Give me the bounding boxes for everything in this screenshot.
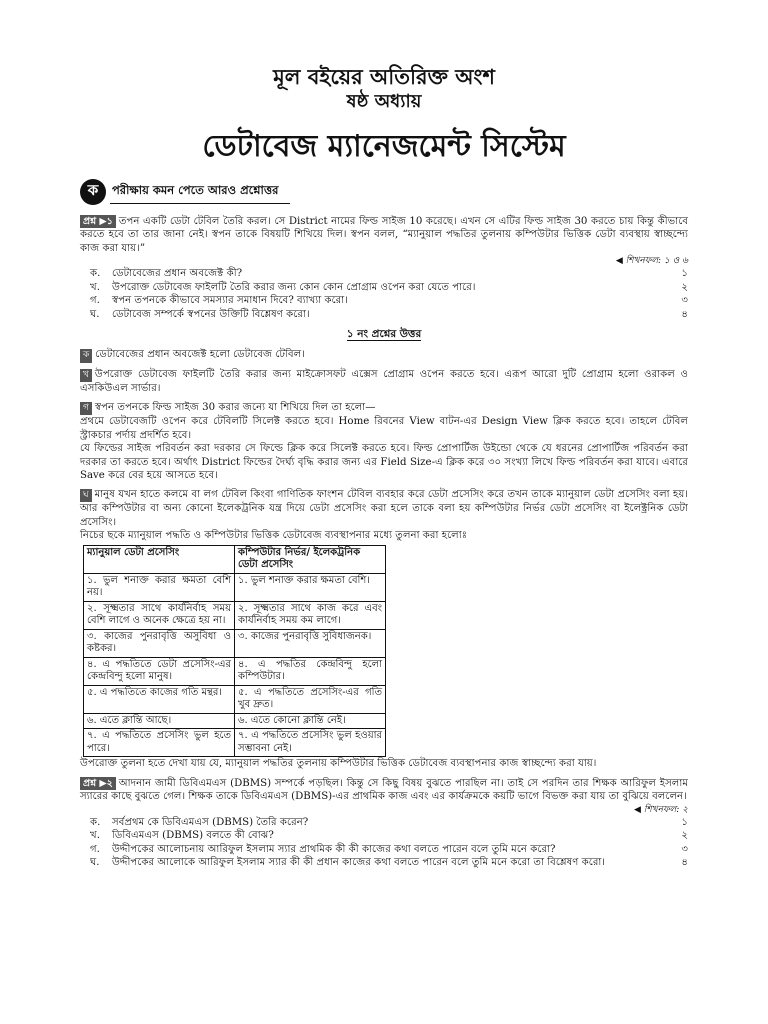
table-cell: ৩. কাজের পুনরাবৃত্তি সুবিধাজনক। xyxy=(235,629,386,657)
answer-gha-tag: ঘ xyxy=(80,489,92,503)
table-cell: ৫. এ পদ্ধতিতে প্রসেসিং-এর গতি খুব দ্রুত। xyxy=(235,685,386,713)
answer-ga-para-1: প্রথমে ডেটাবেজটি ওপেন করে টেবিলটি সিলেক্ট করতে হবে। Home রিবনের View বাটন-এর Design View ক্লিক করতে হবে। তাহলে টেবিল স্ট্রাকচার পর্দায় প্রদর্শিত হবে। xyxy=(80,416,688,441)
chapter-title: ডেটাবেজ ম্যানেজমেন্ট সিস্টেম xyxy=(202,128,566,164)
sub-marks: ৩ xyxy=(681,843,688,855)
sub-text: ডিবিএমএস (DBMS) বলতে কী বোঝ? xyxy=(112,830,274,842)
table-row xyxy=(84,685,386,713)
question-2-stem xyxy=(80,777,688,804)
sub-marks: ৪ xyxy=(681,308,688,320)
answer-ga-intro: স্বপন তপনকে ফিল্ড সাইজ 30 করার জন্যে যা শিখিয়ে দিল তা হলো— xyxy=(94,401,376,413)
sub-text: উপরোক্ত ডেটাবেজ ফাইলটি তৈরি করার জন্য কোন কোন প্রোগ্রাম ওপেন করা যেতে পারে। xyxy=(112,281,476,293)
answer-ga-tag: গ xyxy=(80,402,92,416)
answer-gha-conclusion: উপরোক্ত তুলনা হতে দেখা যায় যে, ম্যানুয়াল পদ্ধতির তুলনায় কম্পিউটার ভিত্তিক ডেটাবেজ ব্যবস্থাপনার কাজ স্বাচ্ছন্দ্যে করা যায়। xyxy=(80,758,597,770)
sub-marks: ৪ xyxy=(681,857,688,869)
sub-key: ঘ. xyxy=(90,308,100,320)
table-row xyxy=(84,601,386,629)
sub-text: স্বপন তপনকে কীভাবে সমস্যার সমাধান দিবে? ব্যাখ্যা করো। xyxy=(112,295,348,307)
table-header-manual: ম্যানুয়াল ডেটা প্রসেসিং xyxy=(84,545,235,573)
question-2-text: আদনান জামী ডিবিএমএস (DBMS) সম্পর্কে পড়ছিল। কিন্তু সে কিছু বিষয় বুঝতে পারছিল না। তাই সে পরদিন তার শিক্ষক আরিফুল ইসলাম স্যারের কাছে বুঝতে গেল। শিক্ষক তাকে ডিবিএমএস (DBMS)-এর প্রাথমিক কাজ এবং এর কার্যক্রমকে কয়টি ভাগে বিভক্ত করা যায় তা বুঝিয়ে বললেন। xyxy=(80,777,688,803)
chapter-header xyxy=(80,64,688,165)
answer-kha-tag: খ xyxy=(80,369,92,383)
table-header-electronic: কম্পিউটার নির্ভর/ ইলেকট্রনিক ডেটা প্রসেসিং xyxy=(235,545,386,573)
sub-key: গ. xyxy=(90,295,100,307)
question-2-sub-ka xyxy=(80,816,688,830)
question-1-outcome: ◀ শিখনফল: ১ ও ৬ xyxy=(615,256,688,267)
question-2-sub-ga xyxy=(80,843,688,857)
question-1-sub-gha xyxy=(80,308,688,322)
answer-ga xyxy=(80,401,688,483)
table-cell: ৪. এ পদ্ধতিতে ডেটা প্রসেসিং-এর কেন্দ্রবিন্দু হলো মানুষ। xyxy=(84,657,235,685)
header-line-1: মূল বইয়ের অতিরিক্ত অংশ xyxy=(273,64,495,89)
comparison-table xyxy=(83,545,386,758)
question-1-sub-ka xyxy=(80,267,688,281)
question-1-sub-kha xyxy=(80,281,688,295)
banner-text: পরীক্ষায় কমন পেতে আরও প্রশ্নোত্তর xyxy=(110,180,290,204)
table-cell: ৬. এতে কোনো ক্লান্তি নেই। xyxy=(235,713,386,729)
question-2-sub-kha xyxy=(80,829,688,843)
question-1-stem xyxy=(80,215,688,256)
table-cell: ২. সূক্ষ্মতার সাথে কার্যনির্বাহ সময় বেশি লাগে ও অনেক ক্ষেত্রে হয় না। xyxy=(84,601,235,629)
question-1 xyxy=(80,215,688,322)
question-2 xyxy=(80,777,688,870)
sub-key: ক. xyxy=(90,268,101,280)
document-page xyxy=(80,64,688,870)
sub-text: সর্বপ্রথম কে ডিবিএমএস (DBMS) তৈরি করেন? xyxy=(112,816,309,828)
sub-marks: ১ xyxy=(681,268,688,280)
table-row xyxy=(84,629,386,657)
table-cell: ১. ভুল শনাক্ত করার ক্ষমতা বেশি। xyxy=(235,573,386,601)
answer-ka-tag: ক xyxy=(80,349,92,363)
sub-marks: ২ xyxy=(681,281,688,293)
sub-marks: ৩ xyxy=(681,295,688,307)
answer-ka-text: ডেটাবেজের প্রধান অবজেক্ট হলো ডেটাবেজ টেবিল। xyxy=(95,349,305,361)
sub-key: ক. xyxy=(90,816,101,828)
answer-kha-text: উপরোক্ত ডেটাবেজ ফাইলটি তৈরি করার জন্য মাইক্রোসফট এক্সেস প্রোগ্রাম ওপেন করতে হবে। এরূপ আরো দুটি প্রোগ্রাম হলো ওরাকল ও এসকিউএল সার্ভার। xyxy=(80,368,688,395)
sub-text: ডেটাবেজের প্রধান অবজেক্ট কী? xyxy=(112,268,243,280)
answer-ka xyxy=(80,348,688,363)
answer-kha xyxy=(80,368,688,396)
sub-marks: ১ xyxy=(681,816,688,828)
answer-heading xyxy=(80,327,688,344)
sub-key: গ. xyxy=(90,843,100,855)
table-row xyxy=(84,729,386,757)
table-row xyxy=(84,657,386,685)
sub-marks: ২ xyxy=(681,830,688,842)
answer-heading-text: ১ নং প্রশ্নের উত্তর xyxy=(346,328,422,341)
sub-key: খ. xyxy=(90,281,100,293)
answer-gha-intro: মানুষ যখন হাতে কলমে বা লগ টেবিল কিংবা গাণিতিক ফাংশন টেবিল ব্যবহার করে ডেটা প্রসেসিং করে তখন তাকে ম্যানুয়াল ডেটা প্রসেসিং বলা হয়। আর কম্পিউটার বা অন্য কোনো ইলেকট্রনিক যন্ত্র দিয়ে ডেটা প্রসেসিং করা হলে তাকে বলা হয় কম্পিউটার নির্ভর ডেটা প্রসেসিং বা ইলেক্ট্রনিক ডেটা প্রসেসিং। xyxy=(80,488,688,528)
question-1-tag: প্রশ্ন ▶১ xyxy=(80,215,116,229)
sub-text: উদ্দীপকের আলোচনায় আরিফুল ইসলাম স্যার প্রাথমিক কী কী কাজের কথা বলতে পারেন বলে তুমি মনে করো? xyxy=(112,843,556,855)
table-cell: ৬. এতে ক্লান্তি আছে। xyxy=(84,713,235,729)
table-cell: ৭. এ পদ্ধতিতে প্রসেসিং ভুল হতে পারে। xyxy=(84,729,235,757)
question-1-sub-ga xyxy=(80,294,688,308)
question-1-text: তপন একটি ডেটা টেবিল তৈরি করল। সে District নামের ফিল্ড সাইজ 10 করেছে। এখন সে এটির ফিল্ড সাইজ 30 করতে চায় কিন্তু কীভাবে করতে হবে তা তার জানা নেই। স্বপন তাকে বিষয়টি শিখিয়ে দিল। স্বপন বলল, “ম্যানুয়াল পদ্ধতির তুলনায় কম্পিউটার ভিত্তিক ডেটা ব্যবস্থায় স্বাচ্ছন্দ্যে কাজ করা যায়।” xyxy=(80,215,688,254)
question-2-tag: প্রশ্ন ▶২ xyxy=(80,777,116,791)
sub-key: ঘ. xyxy=(90,857,100,869)
section-banner xyxy=(80,177,688,207)
sub-text: উদ্দীপকের আলোকে আরিফুল ইসলাম স্যার কী কী প্রধান কাজের কথা বলতে পারেন বলে তুমি মনে করো তা বিশ্লেষণ করো। xyxy=(112,857,606,869)
banner-logo-icon: ক xyxy=(80,179,106,205)
answer-ga-para-2: যে ফিল্ডের সাইজ পরিবর্তন করা দরকার সে ফিল্ডে ক্লিক করে সিলেক্ট করতে হবে। ফিল্ড প্রোপার্টিজ উইন্ডো থেকে যে ধরনের প্রোপার্টিজ পরিবর্তন করা দরকার তা করতে হবে। অর্থাৎ District ফিল্ডের দৈর্ঘ্য বৃদ্ধি করার জন্য এর Field Size-এ ক্লিক করে ৩০ সংখ্যা লিখে ফিল্ড পরিবর্তন করা যাবে। এবারে Save করে বের হয়ে আসতে হবে। xyxy=(80,443,688,482)
answer-gha-table-caption: নিচের ছকে ম্যানুয়াল পদ্ধতি ও কম্পিউটার ভিত্তিক ডেটাবেজ ব্যবস্থাপনার মধ্যে তুলনা করা হলোঃ xyxy=(80,530,468,542)
table-row xyxy=(84,713,386,729)
answer-gha xyxy=(80,488,688,771)
question-2-outcome: ◀ শিখনফল: ২ xyxy=(634,804,688,815)
table-cell: ৩. কাজের পুনরাবৃত্তি অসুবিধা ও কষ্টকর। xyxy=(84,629,235,657)
table-cell: ১. ভুল শনাক্ত করার ক্ষমতা বেশি নয়। xyxy=(84,573,235,601)
sub-text: ডেটাবেজ সম্পর্কে স্বপনের উক্তিটি বিশ্লেষণ করো। xyxy=(112,308,310,320)
header-line-2: ষষ্ঠ অধ্যায় xyxy=(346,91,422,113)
table-cell: ৪. এ পদ্ধতির কেন্দ্রবিন্দু হলো কম্পিউটার। xyxy=(235,657,386,685)
sub-key: খ. xyxy=(90,830,100,842)
table-cell: ৭. এ পদ্ধতিতে প্রসেসিং ভুল হওয়ার সম্ভাবনা নেই। xyxy=(235,729,386,757)
table-cell: ৫. এ পদ্ধতিতে কাজের গতি মন্থর। xyxy=(84,685,235,713)
question-2-sub-gha xyxy=(80,856,688,870)
table-row xyxy=(84,573,386,601)
table-cell: ২. সূক্ষ্মতার সাথে কাজ করে এবং কার্যনির্বাহ সময় কম লাগে। xyxy=(235,601,386,629)
